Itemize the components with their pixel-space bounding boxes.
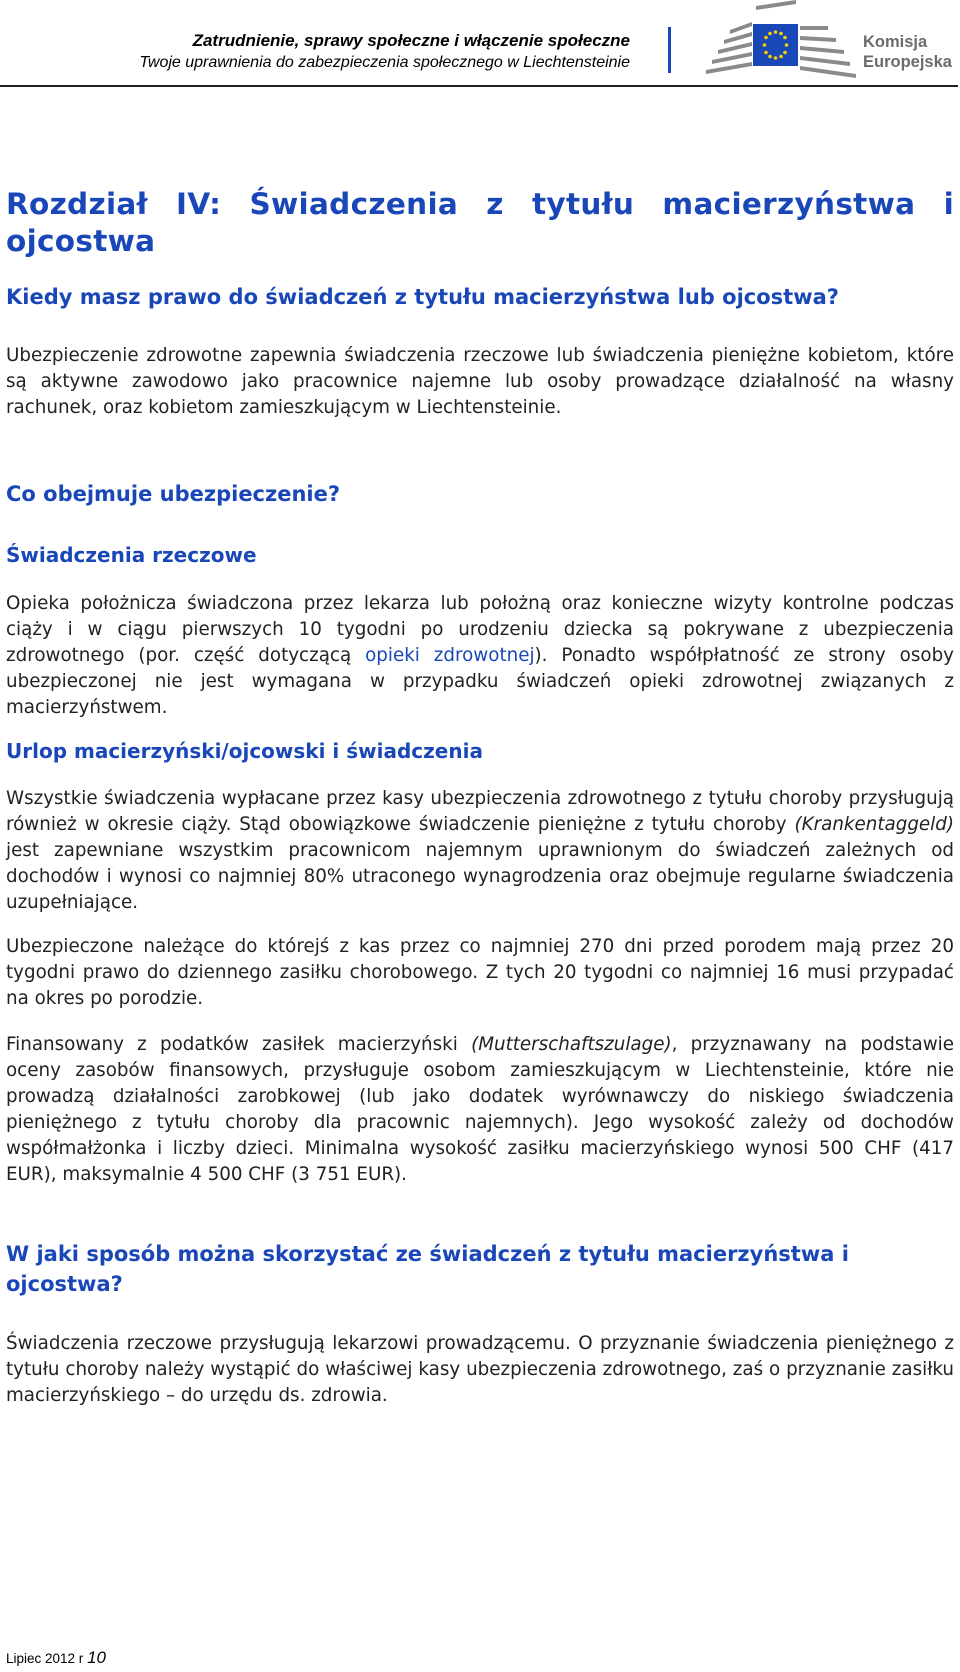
question-heading-how-to-claim: W jaki sposób można skorzystać ze świadczeń z tytułu macierzyństwa i ojcostwa? [6, 1242, 849, 1296]
healthcare-link[interactable]: opieki zdrowotnej [365, 645, 535, 666]
logo-wordmark [863, 32, 952, 72]
paragraph-text: Opieka położnicza świadczona przez lekarza lub położną oraz konieczne wizyty kontrolne podczas ciąży i w ciągu pierwszych 10 tygodni po urodzeniu dziecka są pokrywane z ubezpieczenia zdrowotnego (por. część dotyczącą [6, 593, 954, 666]
chapter-title: Rozdział IV: Świadczenia z tytułu macierzyństwa i ojcostwa [6, 187, 954, 258]
header-rule [0, 85, 958, 87]
italic-term: (Mutterschaftszulage) [471, 1034, 672, 1055]
subheading-benefits-in-kind: Świadczenia rzeczowe [6, 543, 257, 567]
question-heading-coverage: Co obejmuje ubezpieczenie? [6, 482, 341, 506]
logo-line-2: Europejska [863, 53, 952, 71]
paragraph-text: ). Ponadto współpłatność ze strony osoby ubezpieczonej nie jest wymagana w przypadku świadczeń opieki zdrowotnej związanych z macierzyństwem. [6, 645, 954, 718]
page-number: 10 [87, 1648, 106, 1667]
paragraph-benefits-in-kind [6, 591, 954, 721]
subheading-leave-and-benefits: Urlop macierzyński/ojcowski i świadczenia [6, 739, 483, 763]
paragraph-eligibility: Ubezpieczenie zdrowotne zapewnia świadczenia rzeczowe lub świadczenia pieniężne kobietom, które są aktywne zawodowo jako pracownice najemne lub osoby prowadzące działalność na własny rachunek, oraz kobietom zamieszkującym w Liechtensteinie. [6, 345, 954, 418]
page-header [0, 0, 960, 88]
footer-date: Lipiec 2012 r [6, 1651, 84, 1666]
header-divider [668, 27, 671, 73]
paragraph-text: Wszystkie świadczenia wypłacane przez kasy ubezpieczenia zdrowotnego z tytułu choroby przysługują również w okresie ciąży. Stąd obowiązkowe świadczenie pieniężne z tytułu choroby [6, 788, 954, 835]
header-text [139, 30, 630, 74]
logo-line-1: Komisja [863, 33, 928, 51]
paragraph-text: jest zapewniane wszystkim pracownicom najemnym uprawnionym do świadczeń zależnych od dochodów i wynosi co najmniej 80% utraconego wynagrodzenia oraz obejmuje regularne świadczenia uzupełniające. [6, 840, 954, 913]
page-footer [6, 1648, 106, 1668]
italic-term: (Krankentaggeld) [794, 814, 954, 835]
question-heading-eligibility: Kiedy masz prawo do świadczeń z tytułu macierzyństwa lub ojcostwa? [6, 285, 839, 309]
paragraph-sickness-benefit [6, 786, 954, 916]
eu-building-flag-icon [706, 0, 866, 80]
header-title: Zatrudnienie, sprawy społeczne i włączenie społeczne [192, 31, 630, 50]
paragraph-how-to-claim: Świadczenia rzeczowe przysługują lekarzowi prowadzącemu. O przyznanie świadczenia pieniężnego z tytułu choroby należy wystąpić do właściwej kasy ubezpieczenia zdrowotnego, zaś o przyznanie zasiłku macierzyńskiego – do urzędu ds. zdrowia. [6, 1333, 954, 1406]
paragraph-maternity-allowance [6, 1032, 954, 1188]
header-subtitle: Twoje uprawnienia do zabezpieczenia społecznego w Liechtensteinie [139, 54, 630, 71]
paragraph-text: Finansowany z podatków zasiłek macierzyński [6, 1034, 472, 1055]
european-commission-logo [706, 0, 956, 80]
paragraph-text: , przyznawany na podstawie oceny zasobów finansowych, przysługuje osobom zamieszkującym w Liechtensteinie, które nie prowadzą działalności zarobkowej (lub jako dodatek wyrównawczy do niskiego świadczenia pieniężnego z tytułu choroby dla pracownic najemnych). Jego wysokość zależy od dochodów współmałżonka i liczby dzieci. Minimalna wysokość zasiłku macierzyńskiego wynosi 500 CHF (417 EUR), maksymalnie 4 500 CHF (3 751 EUR). [6, 1034, 954, 1185]
paragraph-daily-allowance: Ubezpieczone należące do którejś z kas przez co najmniej 270 dni przed porodem mają przez 20 tygodni prawo do dziennego zasiłku chorobowego. Z tych 20 tygodni co najmniej 16 musi przypadać na okres po porodzie. [6, 936, 954, 1009]
